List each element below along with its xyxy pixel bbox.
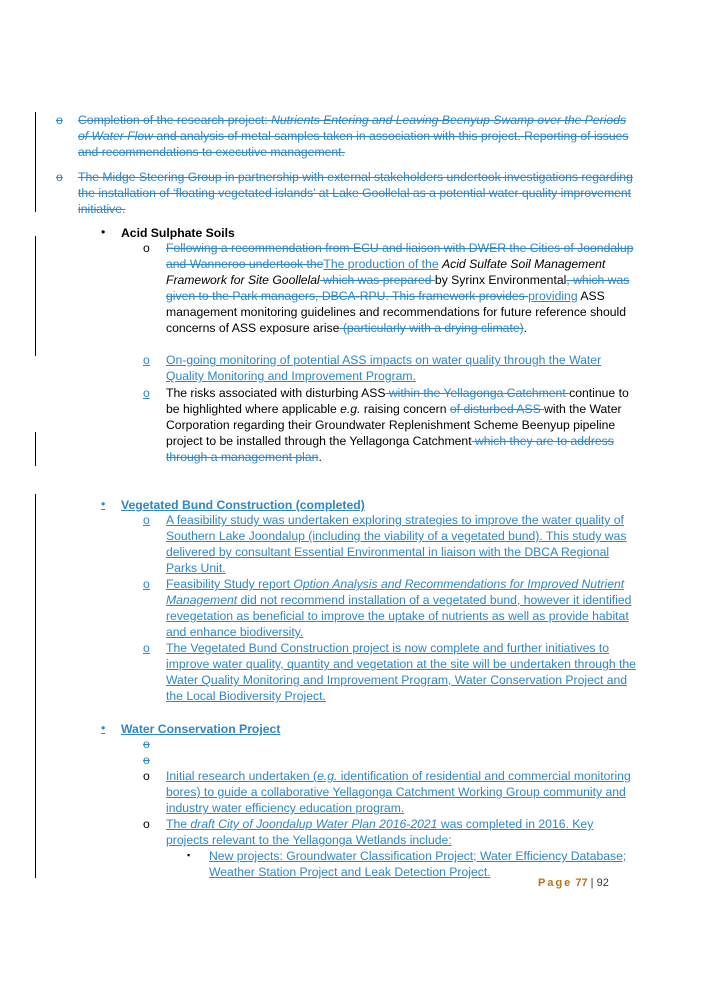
list-marker: o [143,769,150,783]
list-marker: o [143,513,150,527]
section-heading: Acid Sulphate Soils [121,226,235,240]
list-item: The Midge Steering Group in partnership with external stakeholders undertook investigations regarding the installation of ‘floating vegetated islands’ at Lake Goollelal as a potential water quality improvement initiative. [78,170,633,216]
page-total: 92 [596,877,609,889]
change-bar [35,236,36,356]
list-marker: o [143,641,150,655]
change-bar [35,432,36,466]
list-item: The draft City of Joondalup Water Plan 2016-2021 was completed in 2016. Key projects relevant to the Yellagonga Wetlands include: [166,817,594,847]
list-item: Following a recommendation from ECU and liaison with DWER the Cities of Joondalup and Wanneroo undertook theThe production of the Acid Sulfate Soil Management Framework for Site Goollelal which was prepared by Syrinx Environmental, which was given to the Park managers, DBCA-RPU. This framework provides providing ASS management monitoring guidelines and recommendations for future reference should concerns of ASS exposure arise (particularly with a drying climate). [166,241,634,335]
bullet-dot: • [101,721,106,735]
list-marker: o [143,737,150,751]
section-heading: Vegetated Bund Construction (completed) [121,498,365,512]
list-marker: o [56,113,63,127]
list-marker: o [143,753,150,767]
page-word: Page [538,877,573,889]
page-separator: | [587,877,597,889]
change-bar [35,112,36,212]
list-item: Feasibility Study report Option Analysis and Recommendations for Improved Nutrient Management did not recommend installation of a vegetated bund, however it identified revegetation as beneficial to improve the uptake of nutrients as well as provide habitat and enhance biodiversity. [166,577,632,639]
page-number: 77 [575,877,588,889]
list-item: New projects: Groundwater Classification Project; Water Efficiency Database; Weather Station Project and Leak Detection Project. [209,849,627,879]
change-bar [35,494,36,878]
list-marker: o [143,241,150,255]
list-marker: o [143,353,150,367]
list-item: A feasibility study was undertaken exploring strategies to improve the water quality of Southern Lake Joondalup (including the viability of a vegetated bund). This study was delivered by consultant Essential Environmental in liaison with the DBCA Regional Parks Unit. [166,513,627,575]
list-item: The Vegetated Bund Construction project is now complete and further initiatives to improve water quality, quantity and vegetation at the site will be undertaken through the Water Quality Monitoring and Improvement Program, Water Conservation Project and the Local Biodiversity Project. [166,641,636,703]
list-item: On-going monitoring of potential ASS impacts on water quality through the Water Quality Monitoring and Improvement Program. [166,353,602,383]
list-marker: o [143,386,150,400]
list-item: Initial research undertaken (e.g. identification of residential and commercial monitoring bores) to guide a collaborative Yellagonga Catchment Working Group community and industry water efficiency education program. [166,769,631,815]
bullet-dot: • [101,497,106,511]
list-marker: o [143,817,150,831]
list-marker: o [143,577,150,591]
bullet-dot: • [101,225,106,239]
list-item: The risks associated with disturbing ASS within the Yellagonga Catchment continue to be highlighted where applicable e.g. raising concern of disturbed ASS with the Water Corporation regarding their Groundwater Replenishment Scheme Beenyup pipeline project to be installed through the Yellagonga Catchment which they are to address through a management plan. [166,386,629,464]
list-marker: o [56,170,63,184]
list-item: Completion of the research project: Nutrients Entering and Leaving Beenyup Swamp over the Periods of Water Flow and analysis of metal samples taken in association with this project. Reporting of issues and recommendations to executive management. [78,113,629,159]
bullet-square: ▪ [187,850,191,860]
page-footer [538,877,609,889]
section-heading: Water Conservation Project [121,722,281,736]
